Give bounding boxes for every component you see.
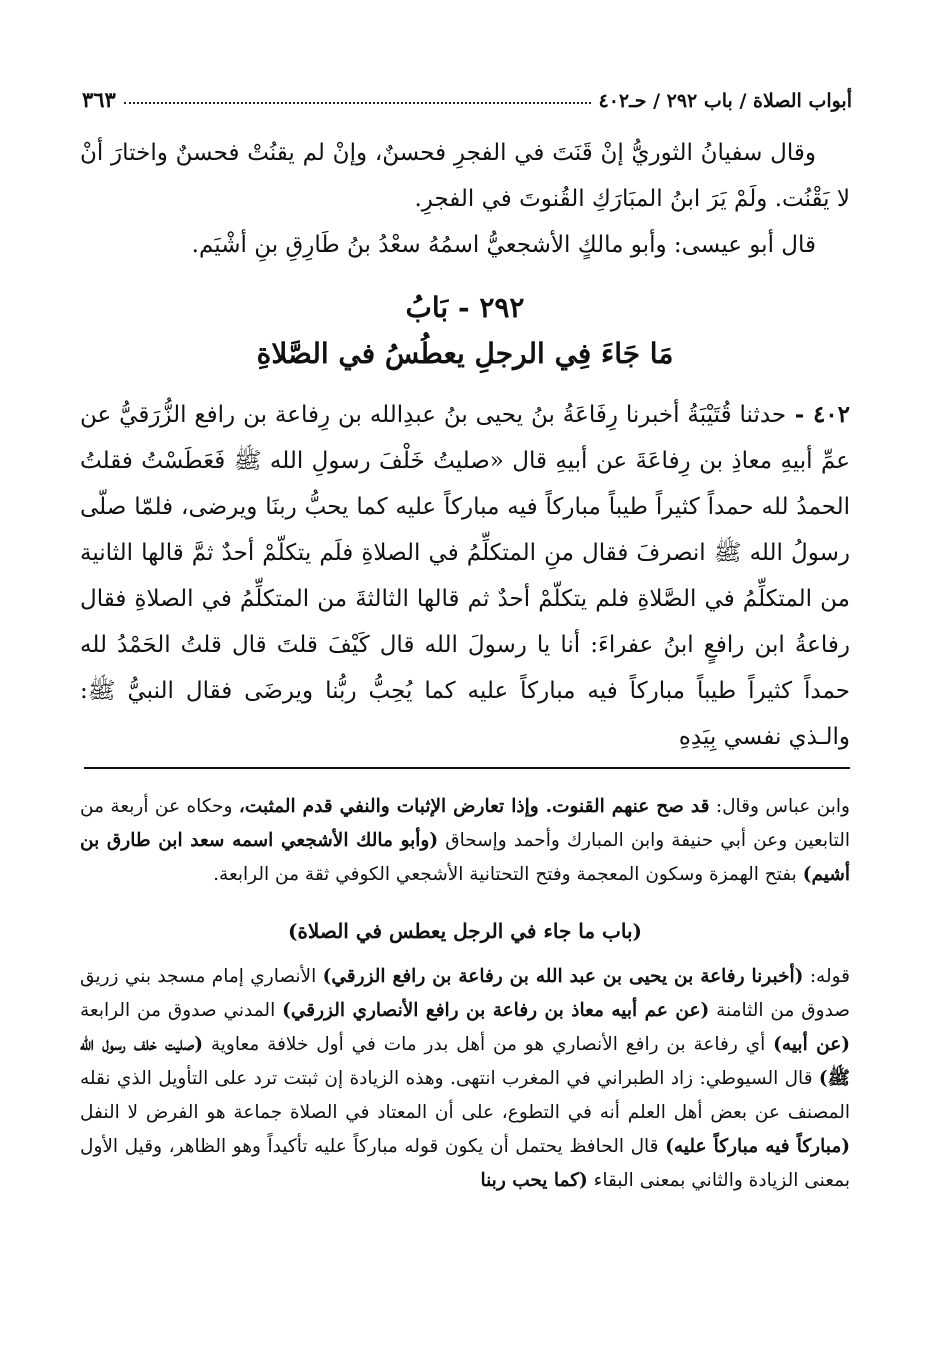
- commentary-text: بفتح الهمزة وسكون المعجمة وفتح التحتانية الأشجعي الكوفي ثقة من الرابعة.: [213, 864, 803, 885]
- commentary-paragraph-2: [80, 960, 850, 1198]
- commentary-paragraph-1: [80, 790, 850, 892]
- commentary-text: قال الحافظ يحتمل أن يكون قوله مباركاً عليه تأكيداً وهو الظاهر، وقيل الأول بمعنى الزيادة والثاني بمعنى البقاء: [80, 1136, 850, 1191]
- commentary-quote: (عن أبيه): [773, 1034, 851, 1055]
- header-title: أبواب الصلاة / باب ٢٩٢ / حـ٤٠٢: [598, 90, 852, 112]
- hadith-paragraph: [80, 392, 850, 760]
- commentary-text: قال السيوطي: زاد الطبراني في المغرب انتهى. وهذه الزيادة إن ثبتت ترد على التأويل الذي نقله المصنف عن بعض أهل العلم أنه في التطوع، على أن المعتاد في الصلاة جماعة هو الفرض لا النفل: [80, 1068, 850, 1123]
- commentary: [80, 790, 850, 1198]
- commentary-quote: (أخبرنا رفاعة بن يحيى بن عبد الله بن رفاعة بن رافع الزرقي): [322, 966, 804, 987]
- paragraph-sufyan: وقال سفيانُ الثوريُّ إنْ قَنَتَ في الفجرِ فحسنٌ، وإنْ لم يقنُتْ فحسنٌ واختارَ أنْ لا يَقْنُت. ولَمْ يَرَ ابنُ المبَارَكِ القُنوتَ في الفجرِ.: [80, 140, 850, 212]
- footnote-divider: [84, 767, 850, 769]
- commentary-text: قوله:: [803, 966, 851, 987]
- running-header: [82, 78, 852, 112]
- hadith-number: ٤٠٢ -: [786, 401, 851, 428]
- header-dot-leader: [124, 102, 591, 104]
- page-number: ٣٦٣: [82, 87, 116, 112]
- commentary-quote: (عن عم أبيه معاذ بن رفاعة بن رافع الأنصاري الزرقي): [282, 1000, 710, 1021]
- commentary-heading: (باب ما جاء في الرجل يعطس في الصلاة): [287, 919, 642, 943]
- commentary-quote: (صليت خلف رسول الله ﷺ): [80, 1034, 850, 1089]
- chapter-title: مَا جَاءَ فِي الرجلِ يعطُسُ في الصَّلاةِ: [256, 337, 674, 370]
- commentary-quote: (مباركاً فيه مباركاً عليه): [665, 1136, 850, 1157]
- commentary-text: المدني صدوق من الرابعة: [80, 1000, 283, 1021]
- commentary-quote: (وأبو مالك الأشجعي اسمه سعد ابن طارق بن أشيم): [80, 830, 850, 885]
- commentary-quote: قد صح عنهم القنوت. وإذا تعارض الإثبات والنفي قدم المثبت،: [238, 796, 710, 817]
- commentary-text: وابن عباس وقال:: [709, 796, 850, 817]
- main-text: [80, 130, 850, 760]
- hadith-text: حدثنا قُتَيْبَةُ أخبرنا رِفَاعَةُ بنُ يحيى بنُ عبدِالله بن رِفاعة بن رافع الزُّرَقيُّ عن عمِّ أبيهِ معاذِ بن رِفاعَةَ عن أبيهِ قال «صليتُ خَلْفَ رسولِ الله ﷺ فَعَطَسْتُ فقلتُ الحمدُ لله حمداً كثيراً طيباً مباركاً فيه مباركاً عليه كما يحبُّ ربنَا ويرضى، فلمّا صلّى رسولُ الله ﷺ انصرفَ فقال منِ المتكلِّمُ في الصلاةِ فلَم يتكلّمْ أحدٌ ثمَّ قالها الثانية من المتكلِّمُ في الصَّلاةِ فلم يتكلّمْ أحدٌ ثم قالها الثالثةَ من المتكلِّمُ في الصلاةِ فقال رفاعةُ ابن رافعٍ ابنُ عفراءَ: أنا يا رسولَ الله قال كَيْفَ قلتَ قال قلتُ الحَمْدُ لله حمداً كثيراً طيباً مباركاً فيه مباركاً عليه كما يُحِبُّ ربُّنا ويرضَى فقال النبيُّ ﷺ: والـذي نفسي بِيَدِهِ: [80, 402, 850, 750]
- chapter-number: ٢٩٢ - بَابُ: [405, 291, 525, 324]
- paragraph-abu-isa: قال أبو عيسى: وأبو مالكٍ الأشجعيُّ اسمُهُ سعْدُ بنُ طَارِقِ بنِ أشْيَم.: [191, 232, 816, 258]
- commentary-text: وحكاه عن أربعة من التابعين وعن أبي حنيفة وابن المبارك وأحمد وإسحاق: [80, 796, 850, 851]
- commentary-text: أي رفاعة بن رافع الأنصاري هو من أهل بدر مات في أول خلافة معاوية: [202, 1034, 774, 1055]
- commentary-text: الأنصاري إمام مسجد بني زريق صدوق من الثامنة: [80, 966, 850, 1021]
- commentary-quote: (كما يحب ربنا: [480, 1170, 588, 1191]
